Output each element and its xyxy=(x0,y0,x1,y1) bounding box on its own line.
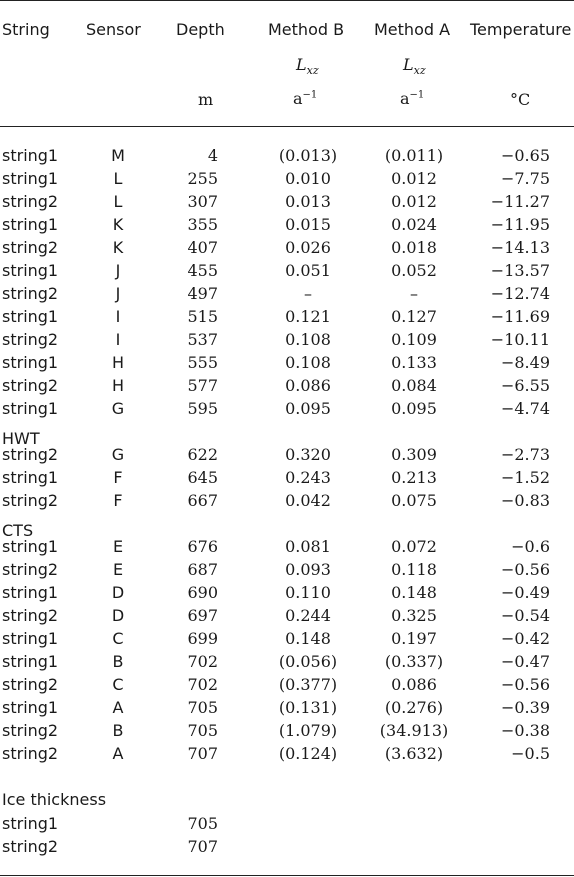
row-method-a: 0.148 xyxy=(391,583,437,602)
row-sensor: J xyxy=(115,261,121,280)
row-depth: 690 xyxy=(187,583,218,602)
table-row xyxy=(0,284,574,307)
table-row xyxy=(0,330,574,353)
row-method-a: (0.011) xyxy=(384,146,444,165)
header-method-b: Method B xyxy=(268,20,345,39)
row-string: string2 xyxy=(2,445,59,464)
row-method-b: 0.015 xyxy=(285,215,331,234)
row-temperature: −4.74 xyxy=(500,399,550,418)
row-method-a: 0.095 xyxy=(391,399,437,418)
row-method-b: 0.243 xyxy=(285,468,331,487)
row-method-a: 0.075 xyxy=(391,491,437,510)
unit-rate: a xyxy=(293,89,303,108)
row-method-a: 0.084 xyxy=(391,376,437,395)
row-method-a: 0.118 xyxy=(391,560,437,579)
unit-depth: m xyxy=(198,90,214,109)
row-sensor: K xyxy=(112,215,124,234)
row-string: string1 xyxy=(2,307,59,326)
row-temperature: −0.49 xyxy=(500,583,550,602)
row-method-b: 0.148 xyxy=(285,629,331,648)
row-depth: 687 xyxy=(187,560,218,579)
table-row xyxy=(0,169,574,192)
row-sensor: C xyxy=(112,629,124,648)
table-row xyxy=(0,445,574,468)
header-sensor: Sensor xyxy=(86,20,141,39)
row-sensor: F xyxy=(113,468,123,487)
row-sensor: D xyxy=(111,583,125,602)
table-row xyxy=(0,629,574,652)
row-temperature: −6.55 xyxy=(500,376,550,395)
section-cts: CTS xyxy=(2,521,34,540)
row-method-a: (0.337) xyxy=(384,652,444,671)
row-temperature: −0.5 xyxy=(511,744,550,763)
row-method-b: – xyxy=(304,284,312,303)
ice-thickness-row xyxy=(0,814,574,837)
row-method-b: 0.093 xyxy=(285,560,331,579)
row-temperature: −0.56 xyxy=(500,675,550,694)
row-sensor: C xyxy=(112,675,124,694)
row-method-a: 0.309 xyxy=(391,445,437,464)
row-method-a: (0.276) xyxy=(384,698,444,717)
row-depth: 307 xyxy=(187,192,218,211)
row-string: string2 xyxy=(2,491,59,510)
unit-method-b xyxy=(293,89,317,108)
table-row xyxy=(0,583,574,606)
unit-method-a xyxy=(400,89,424,108)
table-row xyxy=(0,606,574,629)
row-sensor: G xyxy=(111,445,125,464)
row-sensor: H xyxy=(111,376,125,395)
row-string: string2 xyxy=(2,675,59,694)
row-string: string1 xyxy=(2,353,59,372)
row-sensor: A xyxy=(112,744,124,763)
row-string: string1 xyxy=(2,698,59,717)
row-method-a: (3.632) xyxy=(384,744,444,763)
header-method-a: Method A xyxy=(374,20,451,39)
row-temperature: −0.42 xyxy=(500,629,550,648)
row-method-a: 0.213 xyxy=(391,468,437,487)
row-temperature: −0.6 xyxy=(511,537,550,556)
row-string: string1 xyxy=(2,146,59,165)
table-row xyxy=(0,192,574,215)
row-string: string1 xyxy=(2,261,59,280)
row-sensor: D xyxy=(111,606,125,625)
row-string: string1 xyxy=(2,215,59,234)
row-depth: 4 xyxy=(207,146,218,165)
table-row xyxy=(0,537,574,560)
row-depth: 355 xyxy=(187,215,218,234)
row-sensor: F xyxy=(113,491,123,510)
table-row xyxy=(0,698,574,721)
row-string: string2 xyxy=(2,560,59,579)
row-string: string2 xyxy=(2,376,59,395)
row-string: string1 xyxy=(2,169,59,188)
header-depth: Depth xyxy=(176,20,225,39)
row-string: string1 xyxy=(2,468,59,487)
row-method-a: 0.052 xyxy=(391,261,437,280)
row-method-a: 0.086 xyxy=(391,675,437,694)
unit-temperature: °C xyxy=(510,90,531,109)
row-depth: 705 xyxy=(187,721,218,740)
table-row xyxy=(0,652,574,675)
table-row xyxy=(0,744,574,767)
row-string: string1 xyxy=(2,814,59,833)
row-sensor: E xyxy=(112,537,124,556)
row-depth: 699 xyxy=(187,629,218,648)
row-sensor: I xyxy=(115,330,121,349)
row-temperature: −11.27 xyxy=(490,192,550,211)
row-depth: 595 xyxy=(187,399,218,418)
row-temperature: −12.74 xyxy=(490,284,550,303)
row-method-b: 0.013 xyxy=(285,192,331,211)
row-sensor: B xyxy=(112,652,124,671)
row-depth: 707 xyxy=(187,837,218,856)
row-method-b: 0.095 xyxy=(285,399,331,418)
row-method-b: 0.320 xyxy=(285,445,331,464)
row-temperature: −13.57 xyxy=(490,261,550,280)
table-row xyxy=(0,238,574,261)
row-string: string2 xyxy=(2,606,59,625)
row-method-b: 0.042 xyxy=(285,491,331,510)
row-method-b: (0.013) xyxy=(278,146,338,165)
row-method-b: (1.079) xyxy=(278,721,338,740)
row-temperature: −0.54 xyxy=(500,606,550,625)
row-method-b: 0.108 xyxy=(285,330,331,349)
row-depth: 705 xyxy=(187,814,218,833)
row-sensor: E xyxy=(112,560,124,579)
row-depth: 705 xyxy=(187,698,218,717)
row-method-a: 0.197 xyxy=(391,629,437,648)
row-string: string2 xyxy=(2,744,59,763)
row-depth: 622 xyxy=(187,445,218,464)
row-temperature: −0.39 xyxy=(500,698,550,717)
row-depth: 676 xyxy=(187,537,218,556)
table-row xyxy=(0,353,574,376)
row-depth: 255 xyxy=(187,169,218,188)
row-sensor: G xyxy=(111,399,125,418)
row-method-a: (34.913) xyxy=(379,721,449,740)
section-ice-thickness: Ice thickness xyxy=(2,790,107,809)
row-method-a: 0.127 xyxy=(391,307,437,326)
row-depth: 577 xyxy=(187,376,218,395)
row-method-a: 0.133 xyxy=(391,353,437,372)
row-depth: 515 xyxy=(187,307,218,326)
table-row xyxy=(0,146,574,169)
row-depth: 697 xyxy=(187,606,218,625)
row-temperature: −8.49 xyxy=(500,353,550,372)
row-method-a: 0.325 xyxy=(391,606,437,625)
table-row xyxy=(0,675,574,698)
row-method-b: 0.121 xyxy=(285,307,331,326)
row-temperature: −1.52 xyxy=(500,468,550,487)
row-method-b: (0.131) xyxy=(278,698,338,717)
row-depth: 702 xyxy=(187,652,218,671)
row-temperature: −0.47 xyxy=(500,652,550,671)
lxz-symbol-b xyxy=(296,55,319,77)
row-depth: 497 xyxy=(187,284,218,303)
row-method-b: (0.124) xyxy=(278,744,338,763)
row-string: string2 xyxy=(2,238,59,257)
table-row xyxy=(0,261,574,284)
table-row xyxy=(0,215,574,238)
row-method-a: 0.012 xyxy=(391,169,437,188)
row-method-b: 0.244 xyxy=(285,606,331,625)
row-string: string1 xyxy=(2,583,59,602)
row-method-a: – xyxy=(410,284,418,303)
unit-rate-exp: −1 xyxy=(302,89,318,101)
row-method-a: 0.018 xyxy=(391,238,437,257)
row-method-b: 0.010 xyxy=(285,169,331,188)
row-temperature: −0.65 xyxy=(500,146,550,165)
row-string: string1 xyxy=(2,399,59,418)
row-sensor: A xyxy=(112,698,124,717)
row-string: string2 xyxy=(2,284,59,303)
row-method-a: 0.109 xyxy=(391,330,437,349)
lxz-symbol-a xyxy=(403,55,426,77)
table-row xyxy=(0,721,574,744)
unit-rate: a xyxy=(400,89,410,108)
table-row xyxy=(0,468,574,491)
row-depth: 645 xyxy=(187,468,218,487)
row-string: string1 xyxy=(2,652,59,671)
row-depth: 702 xyxy=(187,675,218,694)
row-temperature: −0.56 xyxy=(500,560,550,579)
section-hwt: HWT xyxy=(2,429,40,448)
row-temperature: −7.75 xyxy=(500,169,550,188)
bottom-rule xyxy=(0,875,574,876)
row-method-a: 0.072 xyxy=(391,537,437,556)
table-row xyxy=(0,376,574,399)
row-temperature: −2.73 xyxy=(500,445,550,464)
row-method-b: 0.086 xyxy=(285,376,331,395)
row-sensor: H xyxy=(111,353,125,372)
header-temperature: Temperature xyxy=(470,20,572,39)
row-temperature: −10.11 xyxy=(490,330,550,349)
header-string: String xyxy=(2,20,50,39)
row-sensor: L xyxy=(113,192,123,211)
row-method-a: 0.012 xyxy=(391,192,437,211)
lxz-main: L xyxy=(403,55,414,74)
row-string: string1 xyxy=(2,537,59,556)
row-depth: 455 xyxy=(187,261,218,280)
row-depth: 667 xyxy=(187,491,218,510)
row-string: string2 xyxy=(2,192,59,211)
row-depth: 707 xyxy=(187,744,218,763)
lxz-main: L xyxy=(296,55,307,74)
row-depth: 537 xyxy=(187,330,218,349)
row-sensor: I xyxy=(115,307,121,326)
row-depth: 555 xyxy=(187,353,218,372)
row-temperature: −11.69 xyxy=(490,307,550,326)
row-method-b: (0.377) xyxy=(278,675,338,694)
table-row xyxy=(0,560,574,583)
row-string: string1 xyxy=(2,629,59,648)
row-method-b: 0.110 xyxy=(285,583,331,602)
row-string: string2 xyxy=(2,837,59,856)
header-rule xyxy=(0,126,574,127)
row-temperature: −0.38 xyxy=(500,721,550,740)
row-depth: 407 xyxy=(187,238,218,257)
lxz-sub: xz xyxy=(413,64,426,78)
table-row xyxy=(0,307,574,330)
row-method-b: 0.051 xyxy=(285,261,331,280)
row-sensor: K xyxy=(112,238,124,257)
row-sensor: M xyxy=(111,146,125,165)
row-method-b: 0.026 xyxy=(285,238,331,257)
row-method-b: 0.108 xyxy=(285,353,331,372)
row-temperature: −0.83 xyxy=(500,491,550,510)
row-method-a: 0.024 xyxy=(391,215,437,234)
row-sensor: B xyxy=(112,721,124,740)
table-row xyxy=(0,491,574,514)
ice-thickness-row xyxy=(0,837,574,860)
row-sensor: J xyxy=(115,284,121,303)
row-method-b: (0.056) xyxy=(278,652,338,671)
row-sensor: L xyxy=(113,169,123,188)
row-temperature: −14.13 xyxy=(490,238,550,257)
row-string: string2 xyxy=(2,330,59,349)
table-row xyxy=(0,399,574,422)
top-rule xyxy=(0,0,574,1)
unit-rate-exp: −1 xyxy=(409,89,425,101)
row-string: string2 xyxy=(2,721,59,740)
row-temperature: −11.95 xyxy=(490,215,550,234)
row-method-b: 0.081 xyxy=(285,537,331,556)
lxz-sub: xz xyxy=(306,64,319,78)
